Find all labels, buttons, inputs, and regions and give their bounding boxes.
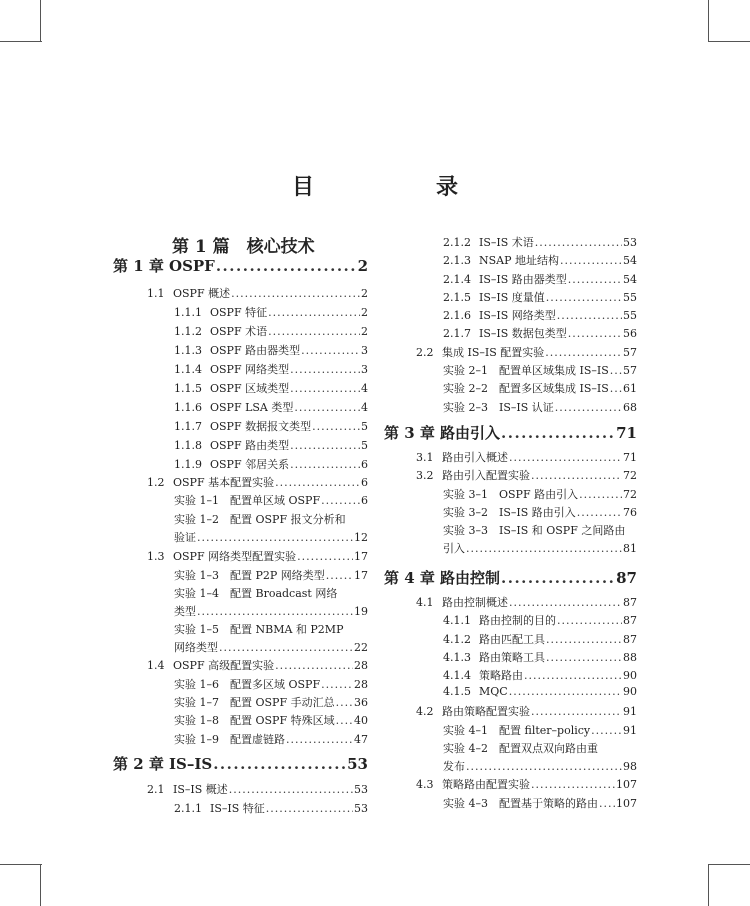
toc-entry[interactable] xyxy=(174,529,368,545)
toc-entry-number: 第 2 章 xyxy=(113,755,164,773)
toc-leader-dots xyxy=(501,424,615,442)
toc-entry-title: MQC xyxy=(479,685,508,698)
toc-entry[interactable] xyxy=(443,612,637,628)
toc-entry-title: NSAP 地址结构 xyxy=(479,254,560,267)
toc-entry[interactable] xyxy=(416,467,637,483)
toc-entry-number: 实验 1–5 xyxy=(174,623,219,636)
toc-entry-number: 4.1 xyxy=(416,596,434,609)
toc-entry-number: 4.3 xyxy=(416,778,434,791)
toc-leader-dots xyxy=(297,550,353,563)
toc-page-number: 17 xyxy=(354,569,368,582)
toc-leader-dots xyxy=(321,678,353,691)
toc-entry-number: 1.1.7 xyxy=(174,420,202,433)
toc-leader-dots xyxy=(312,420,360,433)
toc-leader-dots xyxy=(524,669,622,682)
toc-leader-dots xyxy=(535,236,622,249)
toc-entry[interactable] xyxy=(174,694,368,710)
toc-entry[interactable] xyxy=(443,362,637,378)
toc-leader-dots xyxy=(326,569,353,582)
toc-leader-dots xyxy=(231,287,360,300)
toc-entry-title: IS–IS 度量值 xyxy=(479,291,545,304)
toc-leader-dots xyxy=(197,531,353,544)
toc-entry-title: OSPF LSA 类型 xyxy=(210,401,294,414)
toc-entry-title: OSPF xyxy=(169,257,215,275)
toc-page-number: 76 xyxy=(623,506,637,519)
toc-leader-dots xyxy=(509,451,622,464)
toc-page-number: 53 xyxy=(354,802,368,815)
toc-page-number: 91 xyxy=(623,705,637,718)
crop-mark xyxy=(708,0,709,42)
toc-entry[interactable] xyxy=(174,361,368,377)
toc-page-number: 55 xyxy=(623,291,637,304)
toc-entry-title: 网络类型 xyxy=(174,641,218,654)
toc-page-number: 55 xyxy=(623,309,637,322)
toc-chapter-entry[interactable] xyxy=(384,422,637,443)
toc-page-number: 36 xyxy=(354,696,368,709)
toc-entry-title: 引入 xyxy=(443,542,465,555)
toc-entry[interactable] xyxy=(443,685,637,698)
toc-page-number: 107 xyxy=(616,797,637,810)
toc-leader-dots xyxy=(266,802,353,815)
part-heading: 第 1 篇 核心技术 xyxy=(172,237,315,257)
toc-entry-number: 实验 1–3 xyxy=(174,569,219,582)
toc-leader-dots xyxy=(568,327,622,340)
toc-page-number: 57 xyxy=(623,346,637,359)
toc-entry-title: 路由引入概述 xyxy=(442,451,508,464)
toc-leader-dots xyxy=(545,346,622,359)
toc-entry-number: 3.1 xyxy=(416,451,434,464)
toc-entry[interactable] xyxy=(443,271,637,287)
toc-page-number: 72 xyxy=(623,469,637,482)
toc-entry[interactable] xyxy=(174,342,368,358)
toc-entry-title: 发布 xyxy=(443,760,465,773)
toc-entry[interactable] xyxy=(416,344,637,360)
toc-entry-title: 路由引入配置实验 xyxy=(442,469,530,482)
toc-leader-dots xyxy=(336,696,353,709)
toc-leader-dots xyxy=(466,542,622,555)
toc-entry-number: 2.1.3 xyxy=(443,254,471,267)
toc-entry-number: 1.1.1 xyxy=(174,306,202,319)
toc-leader-dots xyxy=(268,306,360,319)
toc-entry-title: IS–IS 术语 xyxy=(479,236,534,249)
toc-entry[interactable] xyxy=(443,380,637,396)
toc-leader-dots xyxy=(531,469,622,482)
toc-entry[interactable] xyxy=(174,567,368,583)
toc-entry[interactable] xyxy=(443,631,637,647)
toc-entry-number: 实验 4–2 xyxy=(443,742,488,755)
toc-entry-number: 1.1.4 xyxy=(174,363,202,376)
toc-page-number: 4 xyxy=(361,382,368,395)
crop-mark xyxy=(0,864,42,865)
toc-entry-title: OSPF 特征 xyxy=(210,306,268,319)
toc-entry-title: IS–IS xyxy=(169,755,213,773)
toc-leader-dots xyxy=(301,344,360,357)
toc-entry-number: 实验 1–1 xyxy=(174,494,219,507)
toc-entry-number: 1.1.9 xyxy=(174,458,202,471)
toc-chapter-entry[interactable] xyxy=(384,567,637,588)
toc-page-number: 68 xyxy=(623,401,637,414)
toc-entry-number: 实验 1–8 xyxy=(174,714,219,727)
toc-entry-number: 实验 1–2 xyxy=(174,513,219,526)
toc-entry-title: OSPF 数据报文类型 xyxy=(210,420,312,433)
toc-leader-dots xyxy=(219,641,353,654)
toc-entry-title: OSPF 路由器类型 xyxy=(210,344,301,357)
toc-entry-number: 实验 1–4 xyxy=(174,587,219,600)
toc-page-number: 72 xyxy=(623,488,637,501)
toc-entry-title: 策略路由配置实验 xyxy=(442,778,530,791)
toc-entry-title: 配置 OSPF 特殊区域 xyxy=(230,714,335,727)
toc-entry-number: 2.1.2 xyxy=(443,236,471,249)
toc-entry-number: 实验 3–3 xyxy=(443,524,488,537)
toc-leader-dots xyxy=(599,797,615,810)
crop-mark xyxy=(708,864,750,865)
toc-entry[interactable] xyxy=(443,758,637,774)
toc-entry-title: 配置多区域 OSPF xyxy=(230,678,321,691)
toc-entry-title: OSPF 网络类型 xyxy=(210,363,290,376)
toc-entry-title: 集成 IS–IS 配置实验 xyxy=(442,346,545,359)
toc-entry[interactable] xyxy=(443,325,637,341)
toc-entry-title: 配置 filter–policy xyxy=(499,724,591,737)
toc-entry[interactable] xyxy=(174,399,368,415)
toc-page-number: 2 xyxy=(357,257,368,275)
toc-page-number: 2 xyxy=(361,287,368,300)
toc-entry[interactable] xyxy=(174,437,368,453)
toc-entry-number: 4.1.3 xyxy=(443,651,471,664)
toc-entry[interactable] xyxy=(174,603,368,619)
toc-leader-dots xyxy=(290,382,360,395)
toc-entry[interactable] xyxy=(174,418,368,434)
toc-page-number: 6 xyxy=(361,494,368,507)
toc-page-number: 87 xyxy=(616,569,637,587)
toc-entry-title: 路由控制 xyxy=(440,569,501,587)
toc-leader-dots xyxy=(610,364,622,377)
page-title: 目 录 xyxy=(291,175,508,200)
toc-entry-title: IS–IS 数据包类型 xyxy=(479,327,567,340)
toc-entry-title: 配置单区域集成 IS–IS xyxy=(499,364,609,377)
toc-entry-title: 配置基于策略的路由 xyxy=(499,797,598,810)
toc-page-number: 2 xyxy=(361,306,368,319)
toc-leader-dots xyxy=(336,714,353,727)
toc-page-number: 87 xyxy=(623,596,637,609)
toc-leader-dots xyxy=(509,596,622,609)
toc-entry[interactable] xyxy=(416,449,637,465)
toc-chapter-entry[interactable] xyxy=(113,753,368,774)
toc-entry[interactable] xyxy=(174,585,368,601)
toc-page-number: 81 xyxy=(623,542,637,555)
toc-page-number: 71 xyxy=(616,424,637,442)
toc-leader-dots xyxy=(568,273,622,286)
toc-page-number: 53 xyxy=(347,755,368,773)
toc-page-number: 28 xyxy=(354,678,368,691)
toc-entry[interactable] xyxy=(443,722,637,738)
toc-page-number: 5 xyxy=(361,420,368,433)
toc-entry[interactable] xyxy=(443,252,637,268)
toc-entry-title: 配置 P2P 网络类型 xyxy=(230,569,325,582)
toc-entry[interactable] xyxy=(147,474,368,490)
toc-page-number: 12 xyxy=(354,531,368,544)
toc-entry-number: 实验 1–7 xyxy=(174,696,219,709)
toc-entry-title: IS–IS 认证 xyxy=(499,401,554,414)
toc-entry-number: 4.1.1 xyxy=(443,614,471,627)
toc-entry[interactable] xyxy=(147,548,368,564)
toc-leader-dots xyxy=(557,614,622,627)
toc-entry-number: 实验 4–3 xyxy=(443,797,488,810)
crop-mark xyxy=(0,41,42,42)
toc-leader-dots xyxy=(577,506,622,519)
toc-entry[interactable] xyxy=(443,399,637,415)
toc-leader-dots xyxy=(290,439,360,452)
toc-entry-number: 实验 1–6 xyxy=(174,678,219,691)
toc-entry-number: 1.2 xyxy=(147,476,165,489)
toc-entry-number: 2.1.4 xyxy=(443,273,471,286)
toc-entry-number: 1.1.2 xyxy=(174,325,202,338)
toc-entry-title: OSPF 高级配置实验 xyxy=(173,659,275,672)
toc-entry-number: 第 1 章 xyxy=(113,257,164,275)
toc-page-number: 107 xyxy=(616,778,637,791)
toc-entry-title: OSPF 路由引入 xyxy=(499,488,579,501)
toc-entry-title: 配置虚链路 xyxy=(230,733,285,746)
toc-entry[interactable] xyxy=(174,800,368,816)
crop-mark xyxy=(40,864,41,906)
toc-page-number: 90 xyxy=(623,685,637,698)
toc-entry-title: 路由控制的目的 xyxy=(479,614,556,627)
toc-entry[interactable] xyxy=(443,234,637,250)
toc-entry-number: 3.2 xyxy=(416,469,434,482)
toc-page-number: 3 xyxy=(361,363,368,376)
toc-entry[interactable] xyxy=(416,776,637,792)
toc-leader-dots xyxy=(275,659,353,672)
toc-entry-number: 2.1.1 xyxy=(174,802,202,815)
toc-leader-dots xyxy=(591,724,622,737)
toc-entry-number: 1.1.6 xyxy=(174,401,202,414)
toc-entry-title: 配置双点双向路由重 xyxy=(499,742,598,755)
toc-leader-dots xyxy=(546,651,622,664)
toc-page-number: 56 xyxy=(623,327,637,340)
toc-page-number: 47 xyxy=(354,733,368,746)
toc-entry-number: 第 3 章 xyxy=(384,424,435,442)
toc-entry[interactable] xyxy=(416,594,637,610)
toc-entry-number: 实验 2–1 xyxy=(443,364,488,377)
toc-entry-title: IS–IS 和 OSPF 之间路由 xyxy=(499,524,626,537)
toc-entry[interactable] xyxy=(174,304,368,320)
toc-leader-dots xyxy=(268,325,360,338)
toc-leader-dots xyxy=(216,257,357,275)
toc-page-number: 6 xyxy=(361,476,368,489)
toc-entry[interactable] xyxy=(174,731,368,747)
toc-entry-title: 策略路由 xyxy=(479,669,523,682)
toc-entry-number: 2.2 xyxy=(416,346,434,359)
toc-leader-dots xyxy=(610,382,622,395)
toc-entry[interactable] xyxy=(443,289,637,305)
toc-entry[interactable] xyxy=(443,522,637,538)
toc-entry[interactable] xyxy=(174,621,368,637)
toc-entry-number: 实验 1–9 xyxy=(174,733,219,746)
toc-leader-dots xyxy=(229,783,353,796)
toc-entry-title: OSPF 概述 xyxy=(173,287,231,300)
toc-leader-dots xyxy=(531,778,615,791)
toc-entry[interactable] xyxy=(174,456,368,472)
toc-leader-dots xyxy=(275,476,360,489)
toc-entry[interactable] xyxy=(443,504,637,520)
toc-entry[interactable] xyxy=(416,703,637,719)
toc-page-number: 5 xyxy=(361,439,368,452)
toc-leader-dots xyxy=(466,760,622,773)
toc-entry-title: IS–IS 路由引入 xyxy=(499,506,576,519)
toc-entry-title: 配置 OSPF 报文分析和 xyxy=(230,513,346,526)
toc-entry-number: 2.1.5 xyxy=(443,291,471,304)
toc-leader-dots xyxy=(501,569,615,587)
toc-page-number: 71 xyxy=(623,451,637,464)
toc-entry-title: OSPF 邻居关系 xyxy=(210,458,290,471)
toc-entry-number: 实验 2–2 xyxy=(443,382,488,395)
toc-leader-dots xyxy=(290,458,360,471)
toc-entry-number: 1.4 xyxy=(147,659,165,672)
toc-entry[interactable] xyxy=(174,511,368,527)
toc-page-number: 87 xyxy=(623,633,637,646)
toc-entry-number: 1.1.3 xyxy=(174,344,202,357)
toc-entry[interactable] xyxy=(443,486,637,502)
toc-leader-dots xyxy=(197,605,353,618)
toc-entry-number: 4.1.5 xyxy=(443,685,471,698)
toc-entry-number: 2.1 xyxy=(147,783,165,796)
toc-leader-dots xyxy=(555,401,622,414)
toc-entry-number: 1.1 xyxy=(147,287,165,300)
toc-leader-dots xyxy=(294,401,360,414)
toc-entry-title: 配置 OSPF 手动汇总 xyxy=(230,696,335,709)
toc-leader-dots xyxy=(321,494,360,507)
toc-entry-number: 实验 3–2 xyxy=(443,506,488,519)
toc-entry[interactable] xyxy=(147,657,368,673)
toc-entry-title: 配置单区域 OSPF xyxy=(230,494,321,507)
toc-entry-title: OSPF 路由类型 xyxy=(210,439,290,452)
crop-mark xyxy=(708,41,750,42)
toc-page-number: 54 xyxy=(623,254,637,267)
toc-entry-number: 实验 3–1 xyxy=(443,488,488,501)
toc-entry-title: OSPF 网络类型配置实验 xyxy=(173,550,297,563)
toc-entry-title: IS–IS 特征 xyxy=(210,802,265,815)
toc-entry-title: 路由策略配置实验 xyxy=(442,705,530,718)
toc-entry[interactable] xyxy=(443,795,637,811)
toc-page-number: 87 xyxy=(623,614,637,627)
toc-page-number: 54 xyxy=(623,273,637,286)
toc-entry-number: 4.1.4 xyxy=(443,669,471,682)
toc-entry[interactable] xyxy=(443,740,637,756)
toc-entry-title: IS–IS 概述 xyxy=(173,783,228,796)
toc-entry-number: 实验 4–1 xyxy=(443,724,488,737)
toc-entry-title: 路由引入 xyxy=(440,424,501,442)
toc-entry-title: 配置 Broadcast 网络 xyxy=(230,587,338,600)
toc-entry[interactable] xyxy=(174,676,368,692)
toc-entry-title: OSPF 术语 xyxy=(210,325,268,338)
toc-entry-title: 配置 NBMA 和 P2MP xyxy=(230,623,344,636)
toc-page-number: 53 xyxy=(623,236,637,249)
toc-page-number: 2 xyxy=(361,325,368,338)
crop-mark xyxy=(40,0,41,42)
toc-page-number: 90 xyxy=(623,669,637,682)
toc-page-number: 40 xyxy=(354,714,368,727)
toc-entry-number: 实验 2–3 xyxy=(443,401,488,414)
toc-entry-number: 2.1.6 xyxy=(443,309,471,322)
toc-entry-number: 1.1.8 xyxy=(174,439,202,452)
toc-entry-title: 验证 xyxy=(174,531,196,544)
toc-entry[interactable] xyxy=(174,639,368,655)
toc-entry-title: IS–IS 网络类型 xyxy=(479,309,556,322)
toc-leader-dots xyxy=(579,488,622,501)
toc-page-number: 91 xyxy=(623,724,637,737)
toc-page-number: 19 xyxy=(354,605,368,618)
toc-entry[interactable] xyxy=(147,781,368,797)
crop-mark xyxy=(708,864,709,906)
toc-entry[interactable] xyxy=(443,307,637,323)
toc-entry-title: 路由匹配工具 xyxy=(479,633,545,646)
toc-entry[interactable] xyxy=(174,380,368,396)
toc-entry-number: 2.1.7 xyxy=(443,327,471,340)
toc-entry-number: 4.1.2 xyxy=(443,633,471,646)
toc-entry-number: 1.1.5 xyxy=(174,382,202,395)
toc-entry-title: 配置多区域集成 IS–IS xyxy=(499,382,609,395)
toc-page-number: 28 xyxy=(354,659,368,672)
toc-page-number: 88 xyxy=(623,651,637,664)
toc-leader-dots xyxy=(531,705,622,718)
toc-page-number: 61 xyxy=(623,382,637,395)
toc-entry[interactable] xyxy=(174,712,368,728)
toc-entry[interactable] xyxy=(443,540,637,556)
toc-leader-dots xyxy=(560,254,622,267)
toc-page-number: 4 xyxy=(361,401,368,414)
toc-page-number: 53 xyxy=(354,783,368,796)
toc-entry-title: OSPF 区域类型 xyxy=(210,382,290,395)
toc-entry-title: 类型 xyxy=(174,605,196,618)
toc-page-number: 98 xyxy=(623,760,637,773)
toc-entry-number: 1.3 xyxy=(147,550,165,563)
toc-entry-number: 4.2 xyxy=(416,705,434,718)
toc-leader-dots xyxy=(546,633,622,646)
toc-leader-dots xyxy=(286,733,353,746)
toc-entry[interactable] xyxy=(443,667,637,683)
toc-chapter-entry[interactable] xyxy=(113,255,368,276)
toc-entry-title: 路由控制概述 xyxy=(442,596,508,609)
toc-entry[interactable] xyxy=(174,323,368,339)
toc-entry-number: 第 4 章 xyxy=(384,569,435,587)
toc-entry-title: IS–IS 路由器类型 xyxy=(479,273,567,286)
toc-entry[interactable] xyxy=(174,492,368,508)
toc-leader-dots xyxy=(546,291,622,304)
toc-leader-dots xyxy=(213,755,346,773)
toc-page-number: 6 xyxy=(361,458,368,471)
toc-entry-title: 路由策略工具 xyxy=(479,651,545,664)
toc-leader-dots xyxy=(290,363,360,376)
toc-entry[interactable] xyxy=(147,285,368,301)
toc-leader-dots xyxy=(557,309,622,322)
toc-page-number: 3 xyxy=(361,344,368,357)
toc-entry-title: OSPF 基本配置实验 xyxy=(173,476,275,489)
toc-entry[interactable] xyxy=(443,649,637,665)
toc-leader-dots xyxy=(509,685,622,698)
toc-page-number: 22 xyxy=(354,641,368,654)
toc-page-number: 57 xyxy=(623,364,637,377)
toc-page-number: 17 xyxy=(354,550,368,563)
